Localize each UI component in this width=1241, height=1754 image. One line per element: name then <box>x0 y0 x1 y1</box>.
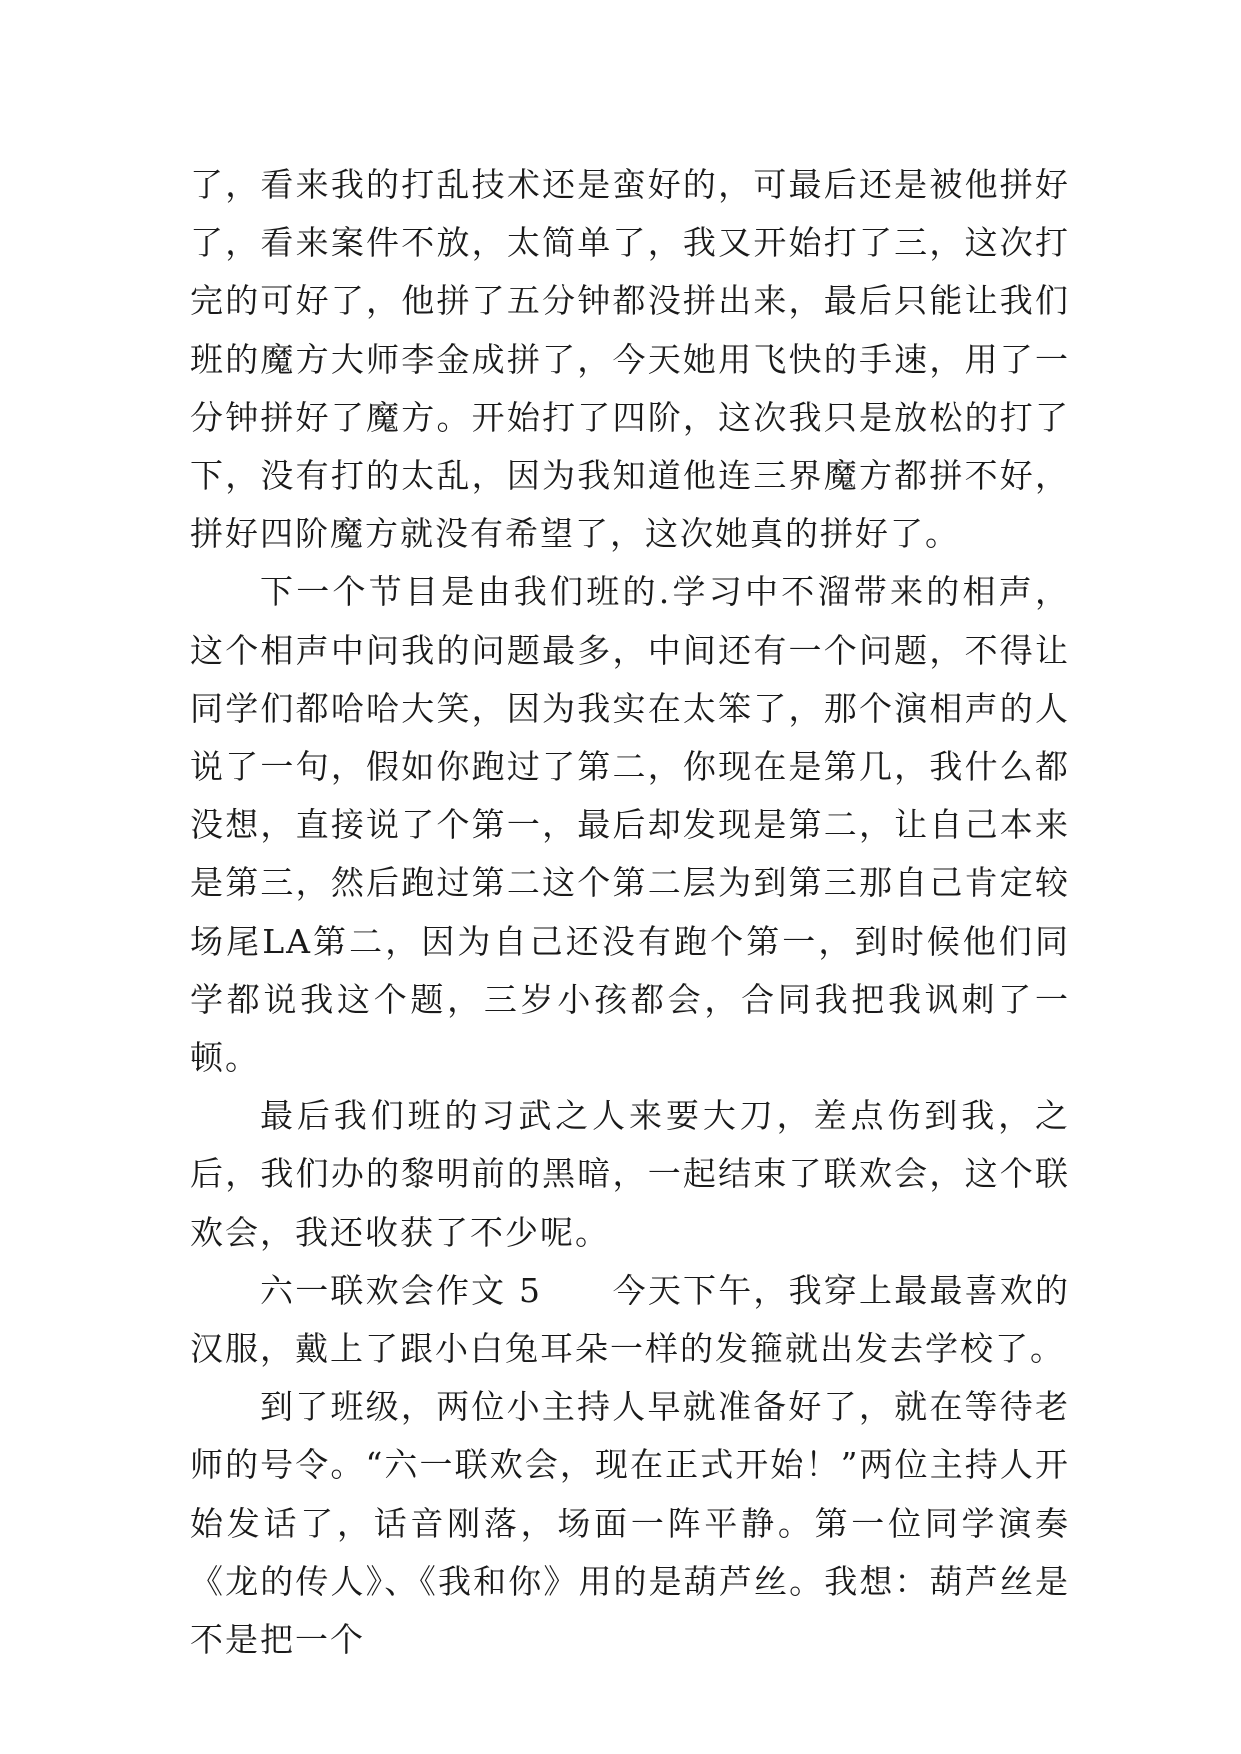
paragraph-essay-5-intro: 六一联欢会作文 5 今天下午，我穿上最最喜欢的汉服，戴上了跟小白兔耳朵一样的发箍就出发去学校了。 <box>190 1270 1070 1369</box>
document-body <box>190 156 1070 1669</box>
paragraph-ending: 最后我们班的习武之人来要大刀，差点伤到我，之后，我们办的黎明前的黑暗，一起结束了联欢会，这个联欢会，我还收获了不少呢。 <box>190 1096 1070 1252</box>
paragraph-crosstalk: 下一个节目是由我们班的.学习中不溜带来的相声，这个相声中问我的问题最多，中间还有一个问题，不得让同学们都哈哈大笑，因为我实在太笨了，那个演相声的人说了一句，假如你跑过了第二，你现在是第几，我什么都没想，直接说了个第一，最后却发现是第二，让自己本来是第三，然后跑过第二这个第二层为到第三那自己肯定较场尾LA第二，因为自己还没有跑个第一，到时候他们同学都说我这个题，三岁小孩都会，合同我把我讽刺了一顿。 <box>190 572 1070 1078</box>
paragraph-essay-5-class: 到了班级，两位小主持人早就准备好了，就在等待老师的号令。“六一联欢会，现在正式开始！”两位主持人开始发话了，话音刚落，场面一阵平静。第一位同学演奏《龙的传人》、《我和你》用的是葫芦丝。我想：葫芦丝是不是把一个 <box>190 1387 1070 1660</box>
paragraph-rubiks-cube: 了，看来我的打乱技术还是蛮好的，可最后还是被他拼好了，看来案件不放，太简单了，我又开始打了三，这次打完的可好了，他拼了五分钟都没拼出来，最后只能让我们班的魔方大师李金成拼了，今天她用飞快的手速，用了一分钟拼好了魔方。开始打了四阶，这次我只是放松的打了下，没有打的太乱，因为我知道他连三界魔方都拼不好，拼好四阶魔方就没有希望了，这次她真的拼好了。 <box>190 165 1070 554</box>
